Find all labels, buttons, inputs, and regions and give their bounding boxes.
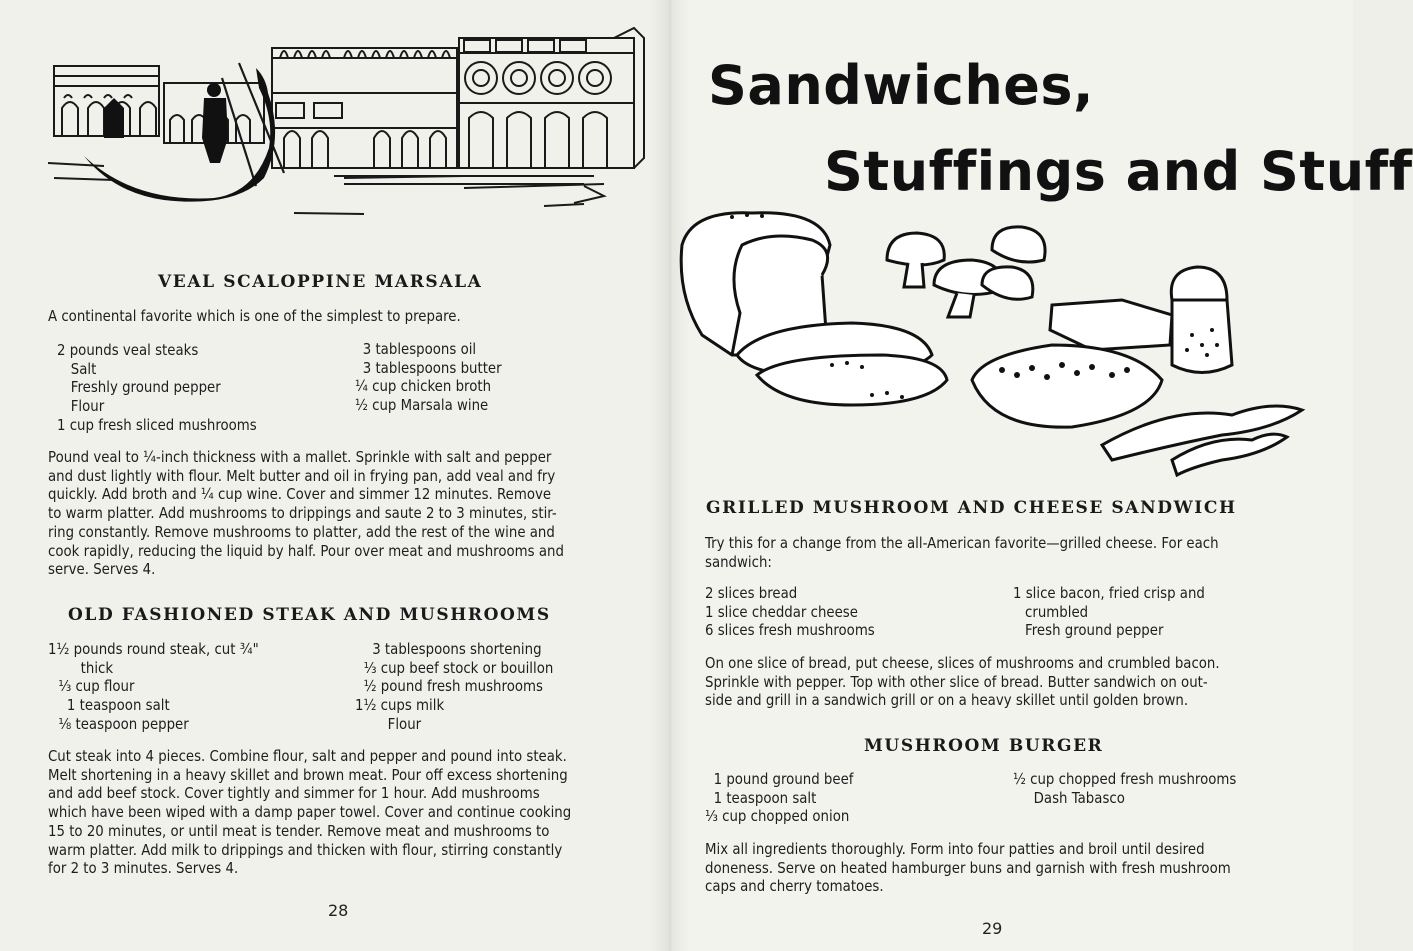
- ingredient: ½ cup chopped fresh mushrooms: [1013, 770, 1237, 788]
- direction-line: quickly. Add broth and ¼ cup wine. Cover and simmer 12 minutes. Remove: [48, 485, 552, 504]
- direction-line: and dust lightly with flour. Melt butter and oil in frying pan, add veal and fry: [48, 466, 556, 485]
- direction-line: Mix all ingredients thoroughly. Form into four patties and broil until desired: [705, 840, 1205, 858]
- chapter-title-line1: Sandwiches,: [708, 54, 1095, 117]
- burger-directions: [705, 840, 1231, 896]
- direction-line: Cut steak into 4 pieces. Combine flour, salt and pepper and pound into steak.: [48, 747, 567, 765]
- steak-ingredients-right: [355, 640, 553, 734]
- steak-recipe-title: OLD FASHIONED STEAK AND MUSHROOMS: [68, 605, 551, 625]
- book-gutter-shadow: [650, 0, 690, 951]
- ingredient: 1 teaspoon salt: [713, 788, 817, 807]
- ingredient: 2 pounds veal steaks: [57, 341, 199, 359]
- ingredient: Salt: [70, 359, 97, 378]
- direction-line: cook rapidly, reducing the liquid by half. Pour over meat and mushrooms and: [48, 541, 564, 560]
- direction-line: 15 to 20 minutes, or until meat is tender. Remove meat and mushrooms to: [48, 821, 550, 840]
- ingredient: ¼ cup chicken broth: [355, 377, 492, 396]
- direction-line: and add beef stock. Cover tightly and simmer for 1 hour. Add mushrooms: [48, 784, 540, 803]
- direction-line: side and grill in a sandwich grill or on a heavy skillet until golden brown.: [705, 691, 1189, 710]
- burger-ingredients-right: [1013, 770, 1236, 807]
- ingredient: 1 slice cheddar cheese: [705, 602, 858, 621]
- ingredient: 6 slices fresh mushrooms: [705, 621, 875, 640]
- intro-line: sandwich:: [705, 552, 772, 571]
- sandwich-food-illustration: [672, 205, 1308, 485]
- veal-recipe-title: VEAL SCALOPPINE MARSALA: [158, 272, 483, 292]
- ingredient: ⅛ teaspoon pepper: [58, 714, 189, 733]
- ingredient: 1 pound ground beef: [713, 770, 854, 788]
- veal-ingredients-left: [57, 341, 257, 435]
- ingredient: 3 tablespoons shortening: [372, 640, 542, 658]
- ingredient: ½ pound fresh mushrooms: [363, 677, 543, 696]
- grilled-ingredients-left: [705, 584, 875, 640]
- steak-directions: [48, 747, 571, 878]
- direction-line: On one slice of bread, put cheese, slices of mushrooms and crumbled bacon.: [705, 654, 1220, 672]
- ingredient: Flour: [387, 714, 422, 733]
- direction-line: doneness. Serve on heated hamburger buns and garnish with fresh mushroom: [705, 858, 1231, 877]
- ingredient: Freshly ground pepper: [70, 378, 221, 397]
- intro-line: Try this for a change from the all-American favorite—grilled cheese. For each: [705, 534, 1219, 552]
- ingredient: 1 teaspoon salt: [66, 696, 170, 715]
- veal-intro: A continental favorite which is one of the simplest to prepare.: [48, 307, 461, 325]
- direction-line: to warm platter. Add mushrooms to drippings and saute 2 to 3 minutes, stir-: [48, 504, 557, 523]
- direction-line: caps and cherry tomatoes.: [705, 877, 884, 896]
- veal-directions: [48, 448, 564, 579]
- ingredient: 3 tablespoons butter: [362, 358, 502, 377]
- burger-recipe-title: MUSHROOM BURGER: [864, 736, 1104, 756]
- right-page: [668, 0, 1413, 951]
- ingredient: 3 tablespoons oil: [362, 340, 477, 358]
- direction-line: ring constantly. Remove mushrooms to platter, add the rest of the wine and: [48, 522, 555, 541]
- ingredient: 1½ pounds round steak, cut ¾": [48, 640, 259, 658]
- steak-ingredients-left: [48, 640, 259, 734]
- direction-line: Sprinkle with pepper. Top with other slice of bread. Butter sandwich on out-: [705, 672, 1208, 691]
- grilled-ingredients-right: [1013, 584, 1205, 640]
- grilled-recipe-title: GRILLED MUSHROOM AND CHEESE SANDWICH: [706, 498, 1237, 518]
- page-number: 28: [328, 901, 349, 920]
- grilled-directions: [705, 654, 1220, 710]
- ingredient: ⅓ cup flour: [58, 677, 135, 696]
- ingredient: Dash Tabasco: [1033, 788, 1125, 807]
- direction-line: which have been wiped with a damp paper towel. Cover and continue cooking: [48, 803, 572, 822]
- direction-line: serve. Serves 4.: [48, 560, 156, 579]
- ingredient: 1 cup fresh sliced mushrooms: [57, 415, 257, 434]
- venice-gondola-illustration: [44, 28, 650, 218]
- veal-ingredients-right: [355, 340, 502, 415]
- ingredient: Flour: [70, 397, 105, 416]
- ingredient: crumbled: [1025, 602, 1089, 621]
- chapter-title-line2: Stuffings and Stuff: [824, 140, 1413, 203]
- burger-ingredients-left: [705, 770, 853, 826]
- ingredient: ⅓ cup chopped onion: [705, 807, 850, 826]
- ingredient: ½ cup Marsala wine: [355, 396, 489, 415]
- page-number: 29: [982, 919, 1003, 938]
- left-page: [0, 0, 668, 951]
- ingredient: ⅓ cup beef stock or bouillon: [363, 658, 554, 677]
- ingredient: 2 slices bread: [705, 584, 798, 602]
- direction-line: Pound veal to ¼-inch thickness with a mallet. Sprinkle with salt and pepper: [48, 448, 552, 466]
- direction-line: warm platter. Add milk to drippings and thicken with flour, stirring constantly: [48, 840, 563, 859]
- direction-line: for 2 to 3 minutes. Serves 4.: [48, 859, 239, 878]
- ingredient: 1 slice bacon, fried crisp and: [1013, 584, 1205, 602]
- ingredient: Fresh ground pepper: [1025, 621, 1164, 640]
- direction-line: Melt shortening in a heavy skillet and brown meat. Pour off excess shortening: [48, 765, 568, 784]
- grilled-intro: [705, 534, 1219, 571]
- ingredient: 1½ cups milk: [355, 696, 445, 715]
- ingredient: thick: [80, 658, 114, 677]
